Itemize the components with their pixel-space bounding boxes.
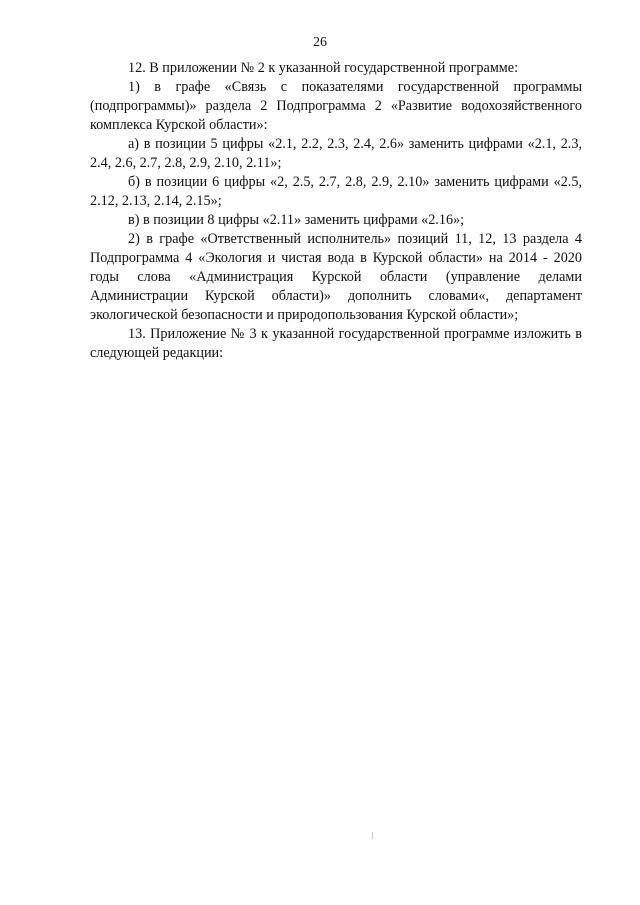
paragraph-item-12: 12. В приложении № 2 к указанной государственной программе: [128, 60, 519, 76]
document-body [90, 59, 582, 363]
scan-speck [372, 832, 373, 839]
paragraph-subitem-a: а) в позиции 5 цифры «2.1, 2.2, 2.3, 2.4, 2.6» заменить цифрами «2.1, 2.3, 2.4, 2.6, 2.7, 2.8, 2.9, 2.10, 2.11»; [90, 136, 582, 171]
paragraph-subitem-b: б) в позиции 6 цифры «2, 2.5, 2.7, 2.8, 2.9, 2.10» заменить цифрами «2.5, 2.12, 2.13, 2.14, 2.15»; [90, 174, 582, 209]
paragraph-item-13: 13. Приложение № 3 к указанной государственной программе изложить в следующей редакции: [90, 326, 582, 361]
paragraph-subitem-2: 2) в графе «Ответственный исполнитель» позиций 11, 12, 13 раздела 4 Подпрограмма 4 «Экология и чистая вода в Курской области» на 2014 - 2020 годы слова «Администрация Курской области (управление делами Администрации Курской области)» дополнить словами«, департамент экологической безопасности и природопользования Курской области»; [90, 231, 582, 323]
paragraph-subitem-1: 1) в графе «Связь с показателями государственной программы (подпрограммы)» раздела 2 Подпрограмма 2 «Развитие водохозяйственного комплекса Курской области»: [90, 79, 582, 133]
page-number: 26 [313, 35, 327, 50]
paragraph-subitem-v: в) в позиции 8 цифры «2.11» заменить цифрами «2.16»; [128, 212, 465, 228]
